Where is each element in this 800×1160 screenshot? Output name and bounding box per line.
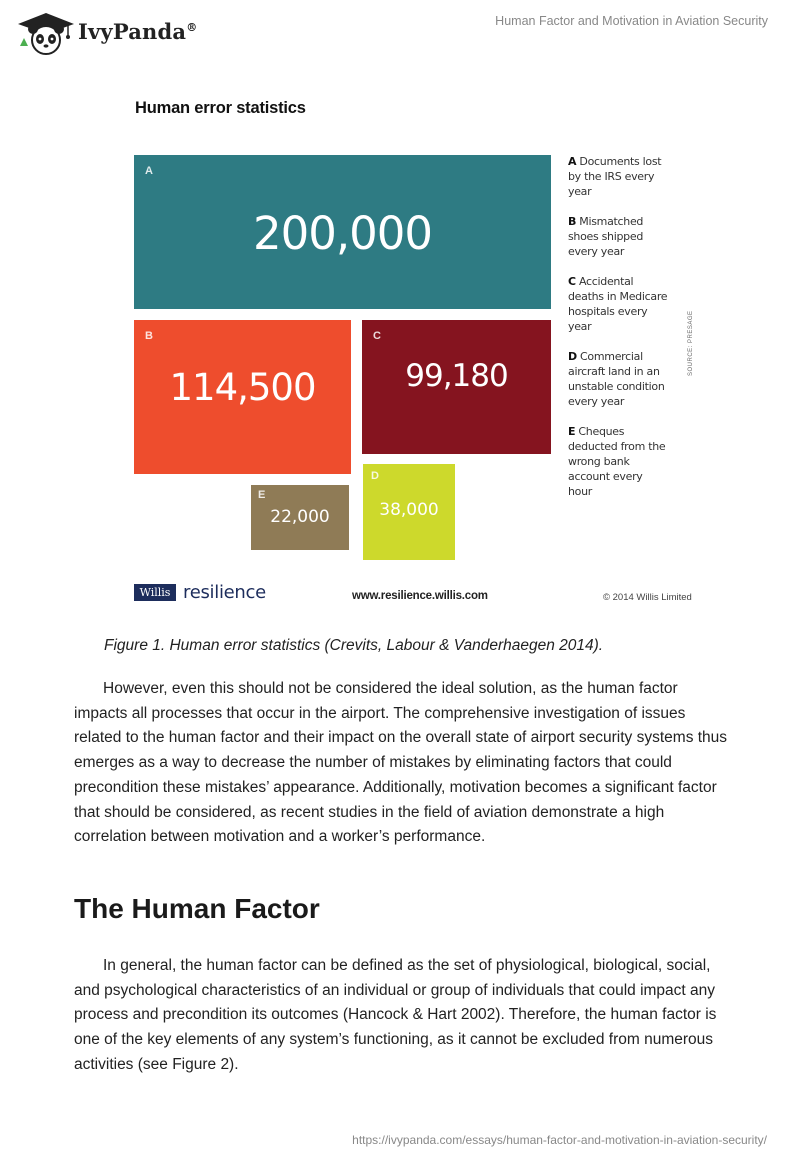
legend-item-b: B Mismatched shoes shipped every year — [568, 215, 644, 258]
figure-legend — [568, 154, 668, 514]
block-letter: C — [373, 330, 381, 342]
section-heading: The Human Factor — [74, 893, 320, 924]
stat-block-d — [363, 464, 455, 560]
block-letter: E — [258, 489, 266, 501]
brand-name[interactable]: IvyPanda® — [78, 19, 198, 44]
paragraph-1: However, even this should not be considered the ideal solution, as the human factor impacts all processes that occur in the airport. The comprehensive investigation of issues related to the human factor and their impact on the overall state of airport security systems thus emerges as a way to decrease the number of mistakes by eliminating factors that could precondition these mistakes’ appearance. Additionally, motivation becomes a significant factor that should be considered, as recent studies in the field of aviation demonstrate a high correlation between motivation and a worker’s performance. — [74, 680, 728, 846]
figure-caption: Figure 1. Human error statistics (Crevits, Labour & Vanderhaegen 2014). — [104, 637, 604, 654]
footer-url[interactable]: https://ivypanda.com/essays/human-factor-and-motivation-in-aviation-security/ — [352, 1133, 767, 1147]
panda-mascot-icon — [14, 10, 78, 56]
legend-item-e: E Cheques deducted from the wrong bank account every hour — [568, 425, 666, 498]
block-value: 22,000 — [270, 507, 330, 527]
block-value: 99,180 — [405, 358, 508, 394]
paragraph-2: In general, the human factor can be defined as the set of physiological, biological, social, and psychological characteristics of an individual or group of individuals that could impact any process and precondition its outcomes (Hancock & Hart 2002). Therefore, the human factor is one of the key elements of any system’s functioning, as it cannot be excluded from numerous activities (see Figure 2). — [74, 957, 717, 1073]
legend-item-c: C Accidental deaths in Medicare hospitals every year — [568, 275, 668, 333]
figure-copyright: © 2014 Willis Limited — [603, 592, 692, 603]
legend-item-d: D Commercial aircraft land in an unstable condition every year — [568, 350, 665, 408]
running-title: Human Factor and Motivation in Aviation Security — [495, 14, 768, 28]
stat-block-b — [134, 320, 351, 474]
stat-block-e — [251, 485, 349, 550]
willis-logo-box: Willis — [134, 584, 176, 601]
figure-title: Human error statistics — [135, 99, 306, 117]
block-letter: D — [371, 470, 379, 482]
block-letter: A — [145, 165, 153, 177]
legend-item-a: A Documents lost by the IRS every year — [568, 155, 662, 198]
block-value: 200,000 — [252, 207, 433, 260]
figure-source: SOURCE: PRESAGE — [688, 310, 694, 376]
resilience-brand: resilience — [183, 582, 266, 603]
block-value: 114,500 — [169, 366, 316, 409]
block-letter: B — [145, 330, 153, 342]
stat-block-c — [362, 320, 551, 454]
block-value: 38,000 — [379, 500, 439, 520]
figure-url: www.resilience.willis.com — [352, 590, 488, 602]
stat-block-a — [134, 155, 551, 309]
